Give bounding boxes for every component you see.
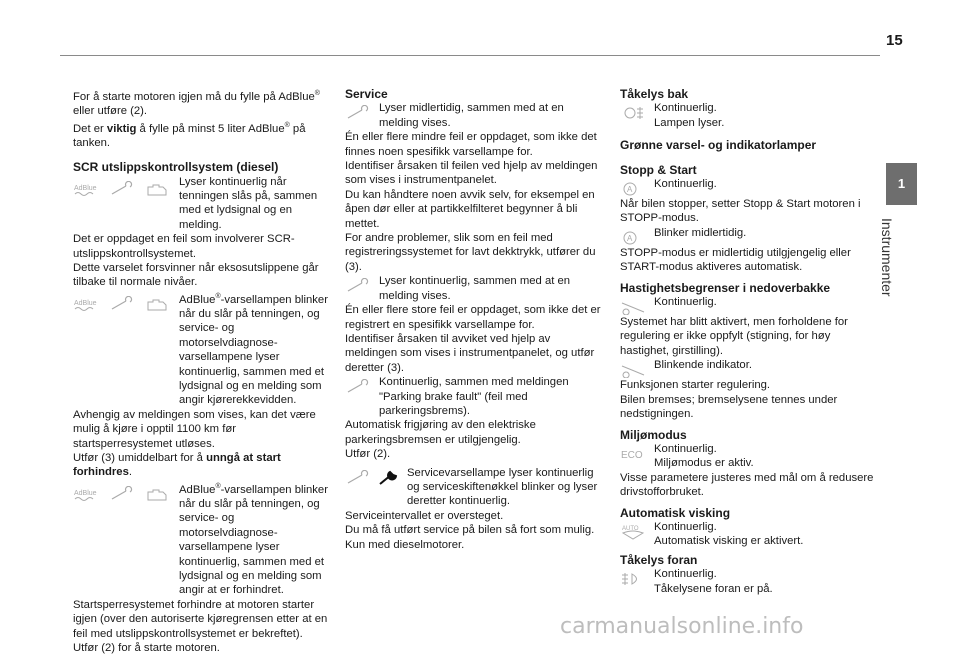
stop-start-heading: Stopp & Start — [620, 162, 697, 177]
service-1: Lyser midlertidig, sammen med at en melding vises. — [345, 101, 603, 130]
front-fog-icon — [620, 571, 646, 587]
front-fog-row: Kontinuerlig. Tåkelysene foran er på. — [620, 567, 882, 596]
wrench-icon — [345, 470, 371, 486]
chapter-title-wrap — [879, 218, 913, 318]
scr-warning-3: AdBlue AdBlue®-varsellampen blinker når du slår på tenningen, og service- og motorselvdiagnose-varsellampene lyser kontinuerlig, sammen med et lydsignal og en melding som angir at er forhindret. — [74, 482, 328, 597]
wrench-icon — [345, 379, 371, 395]
rear-fog-row: Kontinuerlig. Lampen lyser. — [620, 101, 882, 130]
chapter-title: Instrumenter — [879, 218, 895, 297]
watermark: carmanualsonline.info — [560, 614, 804, 639]
header-rule — [60, 55, 880, 56]
wrench-icon — [109, 296, 135, 312]
hill-descent-icon — [620, 362, 646, 378]
column-3: Tåkelys bak Kontinuerlig. Lampen lyser. Grønne varsel- og indikatorlamper Stopp & Start A Kontinuerlig. Når bilen stopper, setter Stopp & Start motoren i STOPP-modus. A Blinker midlertidig. STOPP-modus er midlertidig utilgjengelig eller START-modus aktiveres automatisk. Hastighetsbegrenser i nedoverbakke Kontinuerlig. Systemet har blitt aktivert, men forholdene for regulering er ikke oppfylt (stigning, for høy hastighet, girstilling). Blinkende indikator. Funksjonen starter regulering. Bilen bremses; bremselysene tennes under nedstigningen. Miljømodus ECO Kontinuerlig. Miljømodus er aktiv. Visse parametere justeres med mål om å redusere drivstofforbruket. Automatisk visking AUTO Kontinuerlig. Automatisk visking er aktivert. Tåkelys foran Kontinuerlig. Tåkelysene foran er på. — [620, 87, 882, 596]
scr-warning-1: AdBlue Lyser kontinuerlig når tenningen slås på, sammen med et lydsignal og en melding. — [74, 175, 318, 231]
intro-paragraph: For å starte motoren igjen må du fylle på AdBlue® eller utføre (2). Det er viktig å fylle på minst 5 liter AdBlue® på tanken. — [73, 90, 320, 149]
service-heading: Service — [345, 87, 388, 101]
auto-wiper-heading: Automatisk visking — [620, 505, 731, 520]
wrench-icon — [345, 278, 371, 294]
column-1: For å starte motoren igjen må du fylle på AdBlue® eller utføre (2). Det er viktig å fylle på minst 5 liter AdBlue® på tanken. SCR utslippskontrollsystem (diesel) AdBlue Lyser kontinuerlig når tenningen slås på, sammen med et lydsignal og en melding. Det er oppdaget en feil som involverer SCR-utslippskontrollsystemet. Dette varselet forsvinner når eksosutslippene går tilbake til normale nivåer. AdBlue AdBlue®-varsellampen blinker når du slår på tenningen, og service- og motorselvdiagnose-varsellampene lyser kontinuerlig, sammen med et lydsignal og en melding som angir kjørerekkevidden. Avhengig av meldingen som vises, kan det være mulig å kjøre i opptil 1100 km før startsperresystemet utløses. Utfør (3) umiddelbart for å unngå at start forhindres. AdBlue AdBlue®-varsellampen blinker når du slår på tenningen, og service- og motorselvdiagnose-varsellampene lyser kontinuerlig, sammen med et lydsignal og en melding som angir at er forhindret. Startsperresystemet forhindre at motoren starter igjen (over den autoriserte kjøregrensen etter at en feil med utslippskontrollsystemet er bekreftet). Utfør (2) for å starte motoren. — [73, 87, 333, 656]
svg-text:A: A — [627, 185, 633, 195]
service-3: Kontinuerlig, sammen med meldingen "Parking brake fault" (feil med parkeringsbrems). — [345, 375, 603, 418]
hill-descent-row-2: Blinkende indikator. — [620, 358, 882, 378]
eco-icon — [620, 446, 646, 462]
adblue-icon — [73, 486, 99, 502]
stop-start-row-1: A Kontinuerlig. — [620, 177, 882, 197]
svg-text:AUTO: AUTO — [622, 525, 639, 532]
svg-text:AdBlue: AdBlue — [74, 184, 97, 192]
svg-text:A: A — [627, 233, 633, 243]
adblue-icon — [73, 181, 99, 197]
hill-descent-heading: Hastighetsbegrenser i nedoverbakke — [620, 280, 831, 295]
engine-icon — [145, 181, 171, 197]
service-wrench-icon — [377, 470, 399, 486]
wrench-icon — [109, 486, 135, 502]
service-2: Lyser kontinuerlig, sammen med at en melding vises. — [345, 274, 603, 303]
hill-descent-icon — [620, 299, 646, 315]
front-fog-heading: Tåkelys foran — [620, 552, 698, 567]
rear-fog-icon — [620, 105, 646, 121]
scr-warning-2: AdBlue AdBlue®-varsellampen blinker når du slår på tenningen, og service- og motorselvdiagnose-varsellampene lyser kontinuerlig, sammen med et lydsignal og en melding som angir kjørerekkevidden. — [74, 292, 328, 407]
hill-descent-row-1: Kontinuerlig. — [620, 295, 882, 315]
eco-row: ECO Kontinuerlig. Miljømodus er aktiv. — [621, 442, 754, 470]
adblue-icon — [73, 296, 99, 312]
page-number: 15 — [886, 32, 903, 49]
column-2: Service Lyser midlertidig, sammen med at en melding vises. Én eller flere mindre feil er oppdaget, som ikke det finnes noen spesifikk varsellampe for. Identifiser årsaken til feilen ved hjelp av meldingen som vises i instrumentpanelet. Du kan håndtere noen avvik selv, for eksempel en åpen dør eller at partikkelfilteret begynner å bli mettet. For andre problemer, slik som en feil med registreringssystemet for lavt dekktrykk, utfører du (3). Lyser kontinuerlig, sammen med at en melding vises. Én eller flere store feil er oppdaget, som ikke det er registrert en spesifikk varsellampe for. Identifiser årsaken til avviket ved hjelp av meldingen som vises i instrumentpanelet, og utfør deretter (3). Kontinuerlig, sammen med meldingen "Parking brake fault" (feil med parkeringsbrems). Automatisk frigjøring av den elektriske parkeringsbremsen er utilgjengelig. Utfør (2). Servicevarsellampe lyser kontinuerlig og serviceskiftenøkkel blinker og lyser deretter kontinuerlig. Serviceintervallet er oversteget. Du må få utført service på bilen så fort som mulig. Kun med dieselmotorer. — [345, 87, 603, 552]
auto-wiper-row: AUTO Kontinuerlig. Automatisk visking er aktivert. — [622, 520, 804, 548]
wrench-icon — [345, 105, 371, 121]
engine-icon — [145, 296, 171, 312]
stop-start-icon — [620, 181, 646, 197]
stop-start-icon — [620, 230, 646, 246]
chapter-tab[interactable]: 1 — [886, 163, 917, 205]
scr-heading: SCR utslippskontrollsystem (diesel) — [73, 160, 279, 175]
engine-icon — [145, 486, 171, 502]
svg-text:ECO: ECO — [621, 449, 643, 461]
svg-text:AdBlue: AdBlue — [74, 489, 97, 497]
rear-fog-heading: Tåkelys bak — [620, 87, 689, 101]
eco-heading: Miljømodus — [620, 427, 687, 442]
wrench-icon — [109, 181, 135, 197]
svg-text:AdBlue: AdBlue — [74, 299, 97, 307]
auto-wiper-icon — [620, 524, 646, 540]
service-4: Servicevarsellampe lyser kontinuerlig og serviceskiftenøkkel blinker og lyser deretter kontinuerlig. — [345, 466, 603, 509]
green-lamps-heading: Grønne varsel- og indikatorlamper — [620, 138, 817, 153]
stop-start-row-2: A Blinker midlertidig. — [620, 226, 882, 246]
